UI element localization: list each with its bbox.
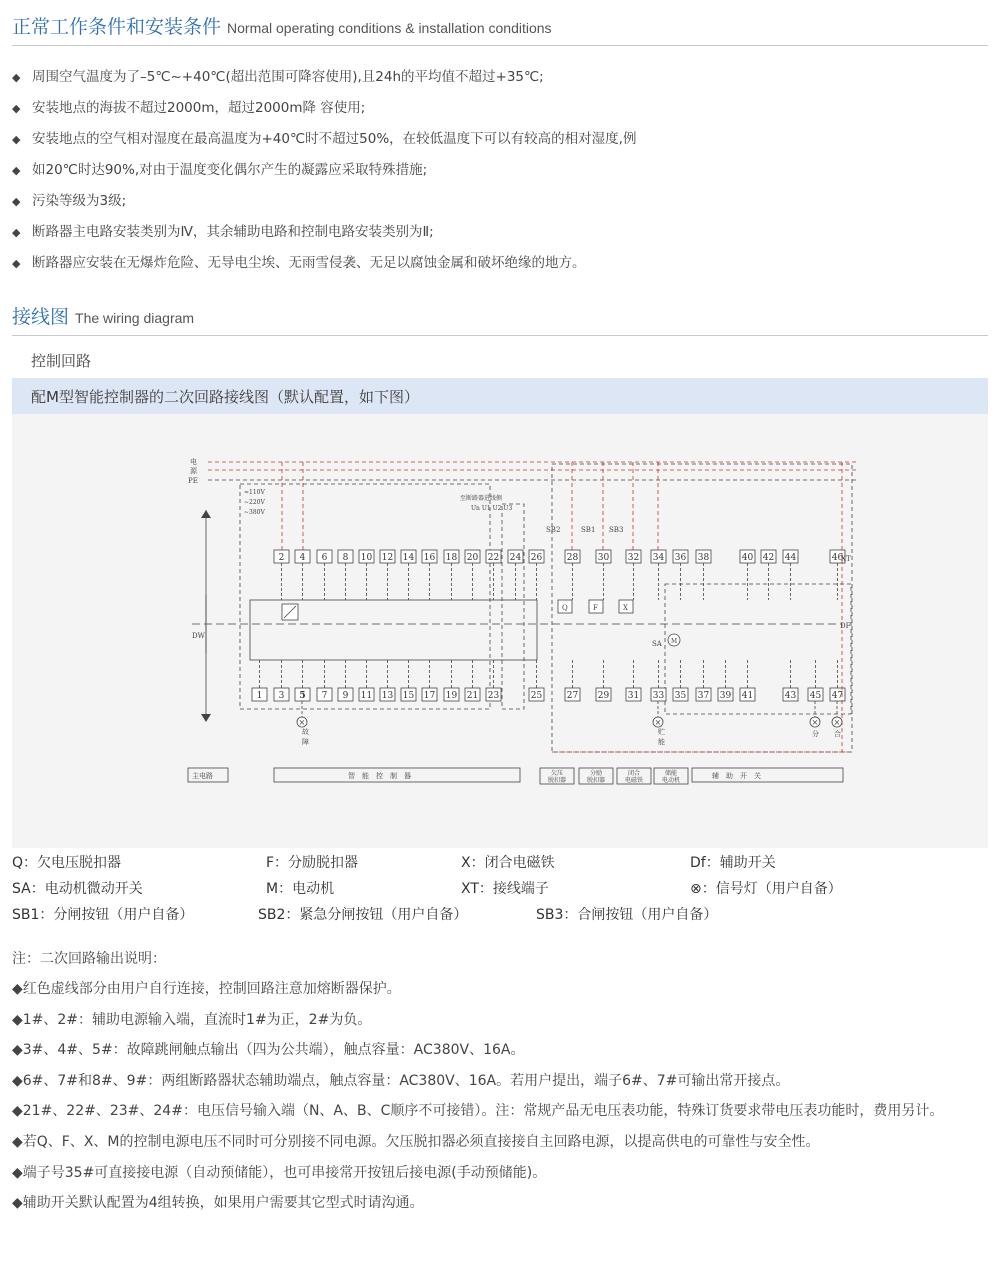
note-item: ◆若Q、F、X、M的控制电源电压不同时可分别接不同电源。欠压脱扣器必须直接接自主回路电源，以提高供电的可靠性与安全性。 — [12, 1133, 820, 1150]
terminal-number: 17 — [423, 691, 436, 701]
x-label: X — [623, 604, 628, 612]
section-title — [12, 12, 552, 39]
voltage-input-terms: Un U1 U2 U3 — [471, 505, 513, 512]
voltage-label: ~380V — [244, 509, 265, 516]
diamond-bullet-icon: ◆ — [12, 102, 21, 115]
legend — [12, 850, 988, 928]
terminal-number: 22 — [487, 553, 500, 563]
list-item — [12, 217, 988, 248]
box-label-controller: 智 能 控 制 器 — [348, 772, 411, 780]
section-title — [12, 302, 194, 329]
signal-lamp-cross-icon: × — [298, 718, 306, 727]
section-title-zh: 接线图 — [12, 306, 70, 328]
diamond-bullet-icon: ◆ — [12, 195, 21, 208]
legend-item: Q：欠电压脱扣器 — [12, 855, 122, 871]
wiring-diagram — [12, 414, 988, 848]
legend-row — [12, 902, 988, 928]
list-item-text: 断路器应安装在无爆炸危险、无导电尘埃、无雨雪侵袭、无足以腐蚀金属和破坏绝缘的地方。 — [32, 255, 586, 271]
diamond-bullet-icon: ◆ — [12, 226, 21, 239]
signal-lamp-cross-icon: × — [654, 718, 662, 727]
terminal-number: 35 — [674, 691, 687, 701]
terminal-number: 43 — [784, 691, 797, 701]
note-item: ◆红色虚线部分由用户自行连接，控制回路注意加熔断器保护。 — [12, 981, 401, 997]
signal-lamp-cross-icon: × — [811, 718, 819, 727]
terminal-number: 12 — [381, 553, 394, 563]
terminal-number: 15 — [402, 691, 415, 701]
voltage-label: ~220V — [244, 499, 265, 506]
terminal-number: 18 — [445, 553, 458, 563]
legend-item: XT：接线端子 — [461, 881, 549, 897]
terminal-number: 21 — [466, 691, 479, 701]
bottom-box-label: 闭合 — [627, 770, 641, 777]
list-item — [12, 186, 988, 217]
terminal-number: 37 — [697, 691, 710, 701]
lamp-label: 分 — [812, 730, 819, 738]
signal-lamp-cross-icon: × — [833, 718, 841, 727]
terminal-number: 33 — [652, 691, 665, 701]
list-item — [12, 248, 988, 279]
conditions-list — [12, 62, 988, 279]
note-item: ◆21#、22#、23#、24#：电压信号输入端（N、A、B、C顺序不可接错）。注：常规产品无电压表功能，特殊订货要求带电压表功能时，费用另计。 — [12, 1103, 944, 1120]
list-item — [12, 93, 988, 124]
terminal-number: 3 — [278, 691, 285, 701]
terminal-number: 31 — [627, 691, 640, 701]
terminal-number: 45 — [809, 691, 822, 701]
voltage-input-note: 至断路器进线侧 — [460, 495, 503, 502]
terminal-number: 14 — [402, 553, 415, 563]
terminal-number: 34 — [652, 553, 665, 563]
legend-row — [12, 876, 988, 902]
list-item-text: 污染等级为3级; — [32, 193, 127, 209]
lamp-label: 障 — [302, 738, 309, 746]
terminal-number: 44 — [784, 553, 797, 563]
terminal-number: 5 — [299, 691, 306, 701]
section-header-conditions — [12, 8, 988, 46]
bottom-box-label: 脱扣器 — [586, 777, 606, 784]
m-label: M — [671, 638, 678, 645]
terminal-number: 28 — [566, 553, 579, 563]
diamond-bullet-icon: ◆ — [12, 133, 21, 146]
terminal-number: 32 — [627, 553, 640, 563]
terminal-number: 1 — [256, 691, 263, 701]
terminal-number: 4 — [299, 553, 306, 563]
diagram-caption: 配M型智能控制器的二次回路接线图（默认配置，如下图） — [31, 388, 419, 406]
note-item: ◆1#、2#：辅助电源输入端，直流时1#为正，2#为负。 — [12, 1011, 372, 1028]
terminal-number: 20 — [466, 553, 479, 563]
legend-row — [12, 850, 988, 876]
terminal-number: 36 — [674, 553, 687, 563]
section-title-en: The wiring diagram — [75, 310, 195, 326]
legend-item: Df：辅助开关 — [690, 855, 776, 871]
xt-label: XT — [841, 555, 851, 563]
terminal-number: 6 — [321, 553, 328, 563]
sb2-label: SB2 — [546, 526, 561, 534]
legend-item: SB2：紧急分闸按钮（用户自备） — [258, 907, 468, 923]
legend-item: ⊗：信号灯（用户自备） — [690, 881, 842, 897]
terminal-number: 7 — [321, 691, 328, 701]
bottom-box-label: 储能 — [664, 770, 678, 777]
diamond-bullet-icon: ◆ — [12, 71, 21, 84]
terminal-number: 11 — [360, 691, 373, 701]
list-item — [12, 124, 988, 155]
bottom-box-label: 电磁铁 — [624, 777, 644, 784]
bottom-box-label: 脱扣器 — [547, 777, 567, 784]
f-label: F — [593, 604, 598, 612]
sb3-label: SB3 — [609, 526, 624, 534]
sa-label: SA — [652, 640, 662, 648]
note-item: ◆6#、7#和8#、9#：两组断路器状态辅助端点，触点容量：AC380V、16A。若用户提出，端子6#、7#可输出常开接点。 — [12, 1072, 790, 1089]
terminal-number: 47 — [831, 691, 844, 701]
terminal-number: 30 — [597, 553, 610, 563]
bottom-box-label: 欠压 — [550, 770, 564, 777]
list-item-text: 断路器主电路安装类别为Ⅳ，其余辅助电路和控制电路安装类别为Ⅱ; — [32, 224, 434, 240]
terminal-number: 27 — [566, 691, 579, 701]
diamond-bullet-icon: ◆ — [12, 257, 21, 270]
terminal-number: 39 — [719, 691, 732, 701]
wiring-diagram-svg — [12, 414, 988, 848]
power-label-1: 电 — [190, 458, 197, 466]
notes-title: 注：二次回路输出说明： — [12, 951, 166, 967]
terminal-number: 9 — [342, 691, 349, 701]
bottom-box-label: 分励 — [589, 770, 603, 777]
terminal-number: 25 — [530, 691, 543, 701]
q-label: Q — [562, 604, 568, 612]
power-label-2: 源 — [190, 467, 197, 475]
diamond-bullet-icon: ◆ — [12, 164, 21, 177]
section-header-wiring — [12, 298, 988, 336]
lamp-label: 合 — [834, 730, 841, 738]
terminal-number: 10 — [360, 553, 373, 563]
box-label-aux: 辅 助 开 关 — [712, 772, 761, 780]
dw-label: DW — [192, 632, 205, 640]
terminal-number: 41 — [741, 691, 754, 701]
section-title-zh: 正常工作条件和安装条件 — [12, 16, 222, 38]
legend-item: X：闭合电磁铁 — [461, 855, 555, 871]
terminal-number: 23 — [487, 691, 500, 701]
voltage-label: ≈110V — [244, 489, 265, 496]
legend-item: F：分励脱扣器 — [266, 855, 359, 871]
pe-label: PE — [188, 477, 198, 485]
terminal-number: 19 — [445, 691, 458, 701]
df-label: DF — [840, 622, 851, 630]
terminal-number: 42 — [762, 553, 775, 563]
terminal-number: 24 — [509, 553, 522, 563]
terminal-number: 13 — [381, 691, 394, 701]
diagram-caption-band — [12, 378, 988, 414]
terminal-number: 16 — [423, 553, 436, 563]
list-item-text: 如20℃时达90%,对由于温度变化偶尔产生的凝露应采取特殊措施; — [32, 162, 428, 178]
notes — [12, 944, 988, 1219]
list-item-text: 安装地点的空气相对湿度在最高温度为+40℃时不超过50%，在较低温度下可以有较高的相对湿度,例 — [32, 131, 637, 147]
section-title-en: Normal operating conditions & installation conditions — [227, 20, 552, 36]
note-item: ◆端子号35#可直接接电源（自动预储能），也可串接常开按钮后接电源(手动预储能)。 — [12, 1164, 547, 1181]
list-item-text: 安装地点的海拔不超过2000m，超过2000m降 容使用; — [32, 100, 366, 116]
terminal-number: 38 — [697, 553, 710, 563]
legend-item: SB3：合闸按钮（用户自备） — [536, 907, 718, 923]
box-label-main: 主电路 — [192, 772, 213, 780]
note-item: ◆辅助开关默认配置为4组转换，如果用户需要其它型式时请沟通。 — [12, 1195, 424, 1212]
terminal-number: 29 — [597, 691, 610, 701]
legend-item: SB1：分闸按钮（用户自备） — [12, 907, 194, 923]
terminal-number: 26 — [530, 553, 543, 563]
subtitle-control-circuit: 控制回路 — [31, 352, 92, 370]
lamp-label: 贮 — [658, 728, 665, 736]
list-item — [12, 62, 988, 93]
list-item-text: 周围空气温度为了–5℃~+40℃(超出范围可降容使用),且24h的平均值不超过+35℃; — [32, 69, 544, 85]
terminal-number: 8 — [342, 553, 349, 563]
bottom-box-label: 电动机 — [661, 777, 681, 784]
note-item: ◆3#、4#、5#：故障跳闸触点输出（四为公共端），触点容量：AC380V、16A。 — [12, 1042, 525, 1059]
terminal-number: 40 — [741, 553, 754, 563]
legend-item: SA：电动机微动开关 — [12, 881, 143, 897]
terminal-number: 46 — [831, 553, 844, 563]
list-item — [12, 155, 988, 186]
legend-item: M：电动机 — [266, 881, 335, 897]
lamp-label: 能 — [658, 738, 665, 746]
sb1-label: SB1 — [581, 526, 596, 534]
lamp-label: 故 — [302, 728, 309, 736]
terminal-number: 2 — [278, 553, 285, 563]
